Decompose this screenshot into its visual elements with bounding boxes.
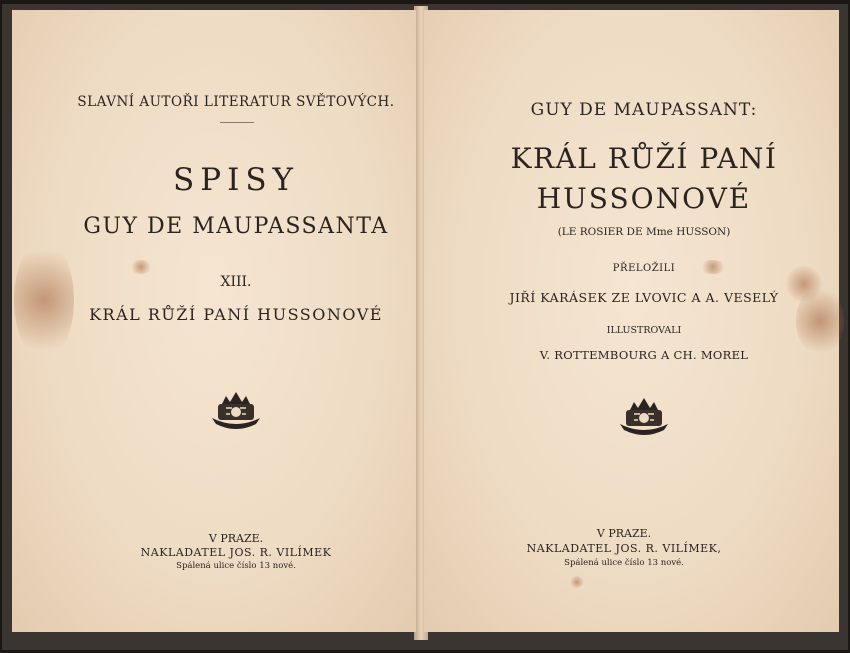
right-page xyxy=(424,10,839,632)
collection-title: SPISY xyxy=(172,162,300,198)
series-title: SLAVNÍ AUTOŘI LITERATUR SVĚTOVÝCH. xyxy=(77,94,395,110)
publisher-name: NAKLADATEL JOS. R. VILÍMEK, xyxy=(526,542,722,555)
foxing-stain xyxy=(570,576,584,588)
book-title-line-1: KRÁL RŮŽÍ PANÍ xyxy=(510,142,778,175)
foxing-stain xyxy=(700,260,726,274)
foxing-stain xyxy=(14,240,74,360)
book-title: KRÁL RŮŽÍ PANÍ HUSSONOVÉ xyxy=(89,305,383,324)
publisher-address: Spálená ulice číslo 13 nové. xyxy=(564,558,684,568)
publisher-emblem-icon xyxy=(208,386,264,432)
book-title-line-2: HUSSONOVÉ xyxy=(536,182,752,215)
author-heading: GUY DE MAUPASSANT: xyxy=(530,100,758,120)
foxing-stain xyxy=(796,286,844,356)
publisher-address: Spálená ulice číslo 13 nové. xyxy=(176,561,296,571)
foxing-stain xyxy=(130,260,152,274)
left-page xyxy=(12,10,417,632)
publication-city: V PRAZE. xyxy=(208,532,264,545)
publisher-name: NAKLADATEL JOS. R. VILÍMEK xyxy=(140,546,332,559)
author-name: GUY DE MAUPASSANTA xyxy=(83,214,389,239)
publisher-emblem-icon xyxy=(616,392,672,438)
original-title: (LE ROSIER DE Mme HUSSON) xyxy=(557,226,731,238)
publication-city: V PRAZE. xyxy=(596,527,652,540)
translators: JIŘÍ KARÁSEK ZE LVOVIC A A. VESELÝ xyxy=(509,290,779,305)
translated-by-label: PŘELOŽILI xyxy=(612,263,676,274)
illustrated-by-label: ILLUSTROVALI xyxy=(606,325,682,336)
illustrators: V. ROTTEMBOURG A CH. MOREL xyxy=(539,348,749,362)
volume-number: XIII. xyxy=(220,274,252,290)
divider xyxy=(220,122,254,123)
